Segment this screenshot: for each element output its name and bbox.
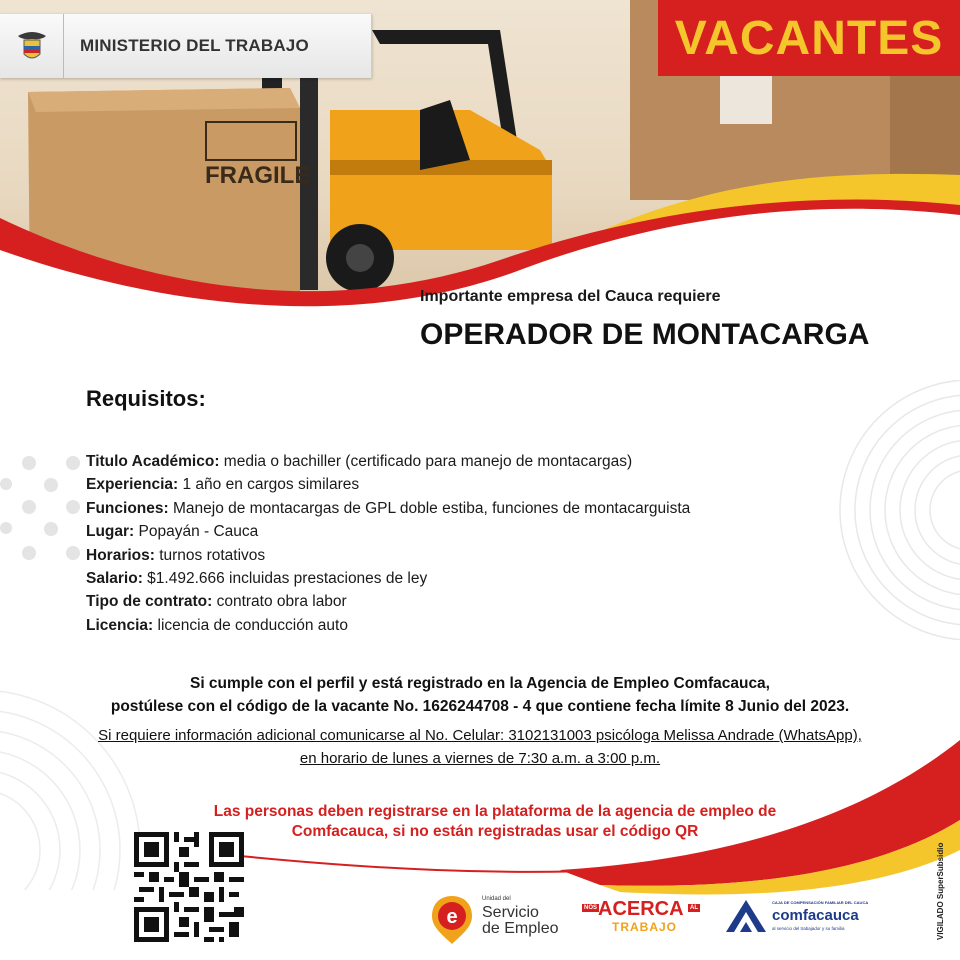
cta-line: postúlese con el código de la vacante No. 1626244708 - 4 que contiene fecha límite 8 Junio del 2023. [110, 698, 850, 715]
decor-dot [22, 546, 36, 560]
decor-dot [22, 456, 36, 470]
requirement-item: Experiencia: 1 año en cargos similares [86, 476, 360, 494]
requirement-item: Tipo de contrato: contrato obra labor [86, 593, 347, 611]
nos-acerca-al-trabajo-logo: NOS ACERCA AL TRABAJO [584, 898, 698, 934]
svg-text:e: e [446, 906, 458, 928]
decor-dot [22, 500, 36, 514]
decorative-arcs [820, 380, 960, 640]
decor-dot [44, 522, 58, 536]
requirement-item: Horarios: turnos rotativos [86, 546, 266, 564]
comfacauca-icon [724, 898, 768, 934]
cta-line: Si cumple con el perfil y está registrado en la Agencia de Empleo Comfacauca, [189, 675, 770, 692]
requirement-item: Funciones: Manejo de montacargas de GPL doble estiba, funciones de montacarguista [86, 499, 691, 517]
requirements-list [86, 450, 690, 637]
vacantes-title: VACANTES [674, 11, 944, 65]
fragile-label: FRAGILE [205, 162, 311, 189]
ministry-badge [0, 14, 372, 78]
notice-line: Comfacauca, si no están registradas usar el código QR [291, 823, 699, 840]
application-instructions [0, 672, 960, 718]
vigilado-supersubsidio-label: VIGILADO SuperSubsidio [936, 842, 945, 940]
decor-dot [66, 456, 80, 470]
ministry-name: MINISTERIO DEL TRABAJO [80, 36, 309, 55]
vacantes-banner [658, 0, 960, 76]
decor-dot [0, 478, 12, 490]
qr-code[interactable] [134, 832, 244, 942]
box-label-patch [720, 70, 772, 124]
requirement-item: Lugar: Popayán - Cauca [86, 523, 259, 541]
servicio-de-empleo-logo: e Unidad del Servicio de Empleo [430, 892, 570, 950]
comfacauca-logo: CAJA DE COMPENSACIÓN FAMILIAR DEL CAUCA comfacauca al servicio del trabajador y su familia [724, 898, 884, 938]
decor-dot [44, 478, 58, 492]
contact-hours: en horario de lunes a viernes de 7:30 a.m. a 3:00 p.m. [299, 750, 661, 767]
decor-dot [66, 500, 80, 514]
requirements-heading: Requisitos: [86, 386, 206, 411]
contact-line: Si requiere información adicional comunicarse al No. Celular: 3102131003 psicóloga Melissa Andrade (WhatsApp), [98, 727, 862, 744]
colombia-coat-of-arms-icon [0, 14, 64, 78]
requirement-item: Licencia: licencia de conducción auto [86, 616, 348, 634]
requirement-item: Titulo Académico: media o bachiller (certificado para manejo de montacargas) [86, 453, 633, 470]
job-title: OPERADOR DE MONTACARGA [420, 318, 870, 351]
notice-line: Las personas deben registrarse en la plataforma de la agencia de empleo de [213, 803, 777, 820]
decor-dot [0, 522, 12, 534]
intro-text: Importante empresa del Cauca requiere [420, 288, 721, 305]
decor-dot [66, 546, 80, 560]
qr-code-icon [134, 832, 244, 942]
servicio-empleo-icon [430, 894, 474, 946]
requirement-item: Salario: $1.492.666 incluidas prestaciones de ley [86, 570, 428, 588]
